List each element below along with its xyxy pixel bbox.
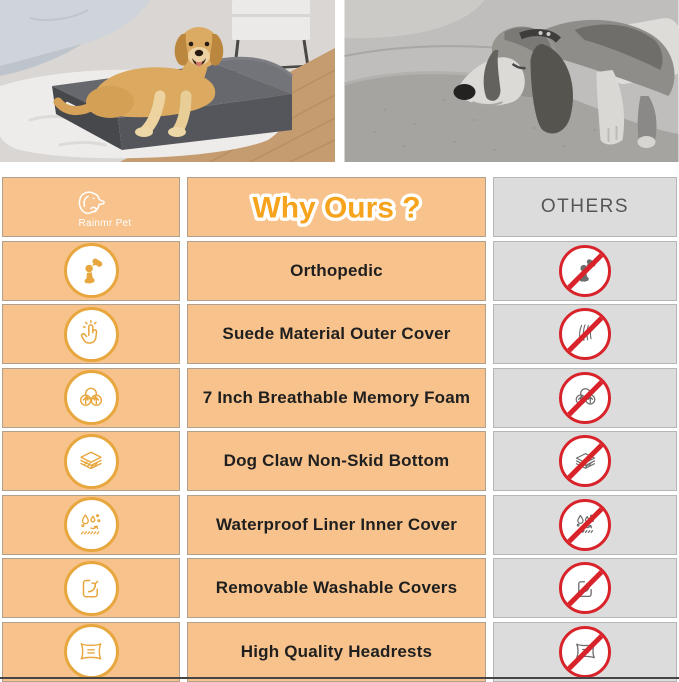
feature-label-cell xyxy=(187,622,486,682)
dog-on-bed-illustration xyxy=(0,0,335,162)
feature-icon-cell xyxy=(2,368,180,428)
feature-icon-cell xyxy=(2,241,180,301)
prohibited-badge xyxy=(559,435,611,487)
others-icon-cell xyxy=(493,558,677,618)
feature-icon-badge xyxy=(64,307,119,362)
photo-dog-on-bed xyxy=(0,0,335,162)
prohibited-badge xyxy=(559,372,611,424)
feature-label-cell xyxy=(187,558,486,618)
feature-label: High Quality Headrests xyxy=(240,641,433,661)
feature-icon-cell xyxy=(2,431,180,491)
ours-header xyxy=(187,177,486,237)
feature-label: Waterproof Liner Inner Cover xyxy=(215,514,458,534)
others-icon-cell xyxy=(493,622,677,682)
removable-icon xyxy=(76,573,106,603)
basset-hound-illustration xyxy=(344,0,679,162)
prohibited-badge xyxy=(559,626,611,678)
others-icon-cell xyxy=(493,431,677,491)
prohibited-badge xyxy=(559,562,611,614)
feature-label: Dog Claw Non-Skid Bottom xyxy=(223,451,450,470)
others-icon-cell xyxy=(493,495,677,555)
feature-icon-badge xyxy=(64,497,119,552)
others-header-text: OTHERS xyxy=(540,196,630,217)
touch-icon xyxy=(76,319,106,349)
feature-label: Removable Washable Covers xyxy=(215,578,458,597)
breathable-icon xyxy=(76,383,106,413)
brand-logo xyxy=(2,177,180,237)
feature-icon-cell xyxy=(2,304,180,364)
feature-icon-badge xyxy=(64,624,119,679)
dog-logo-icon xyxy=(70,186,112,222)
comparison-table xyxy=(2,177,677,682)
feature-label-cell xyxy=(187,241,486,301)
feature-icon-badge xyxy=(64,370,119,425)
prohibited-badge xyxy=(559,308,611,360)
ours-header-text: Why Ours ? xyxy=(252,191,421,225)
product-photos xyxy=(0,0,679,162)
others-header xyxy=(493,177,677,237)
feature-label-cell xyxy=(187,431,486,491)
feature-label-cell xyxy=(187,304,486,364)
feature-icon-badge xyxy=(64,434,119,489)
feature-label-cell xyxy=(187,495,486,555)
feature-label: Suede Material Outer Cover xyxy=(222,324,451,343)
others-icon-cell xyxy=(493,304,677,364)
joint-icon xyxy=(76,256,106,286)
feature-icon-cell xyxy=(2,558,180,618)
prohibited-badge xyxy=(559,499,611,551)
feature-label: Orthopedic xyxy=(290,260,383,280)
others-icon-cell xyxy=(493,241,677,301)
layers-icon xyxy=(76,446,106,476)
pillow-icon xyxy=(76,637,106,667)
feature-icon-cell xyxy=(2,622,180,682)
prohibited-badge xyxy=(559,245,611,297)
feature-label-cell xyxy=(187,368,486,428)
brand-name: Rainmr Pet xyxy=(78,217,132,229)
waterproof-icon xyxy=(76,510,106,540)
feature-icon-badge xyxy=(64,243,119,298)
feature-label: 7 Inch Breathable Memory Foam xyxy=(202,387,471,407)
feature-icon-cell xyxy=(2,495,180,555)
photo-dog-on-couch xyxy=(344,0,679,162)
feature-icon-badge xyxy=(64,561,119,616)
others-icon-cell xyxy=(493,368,677,428)
